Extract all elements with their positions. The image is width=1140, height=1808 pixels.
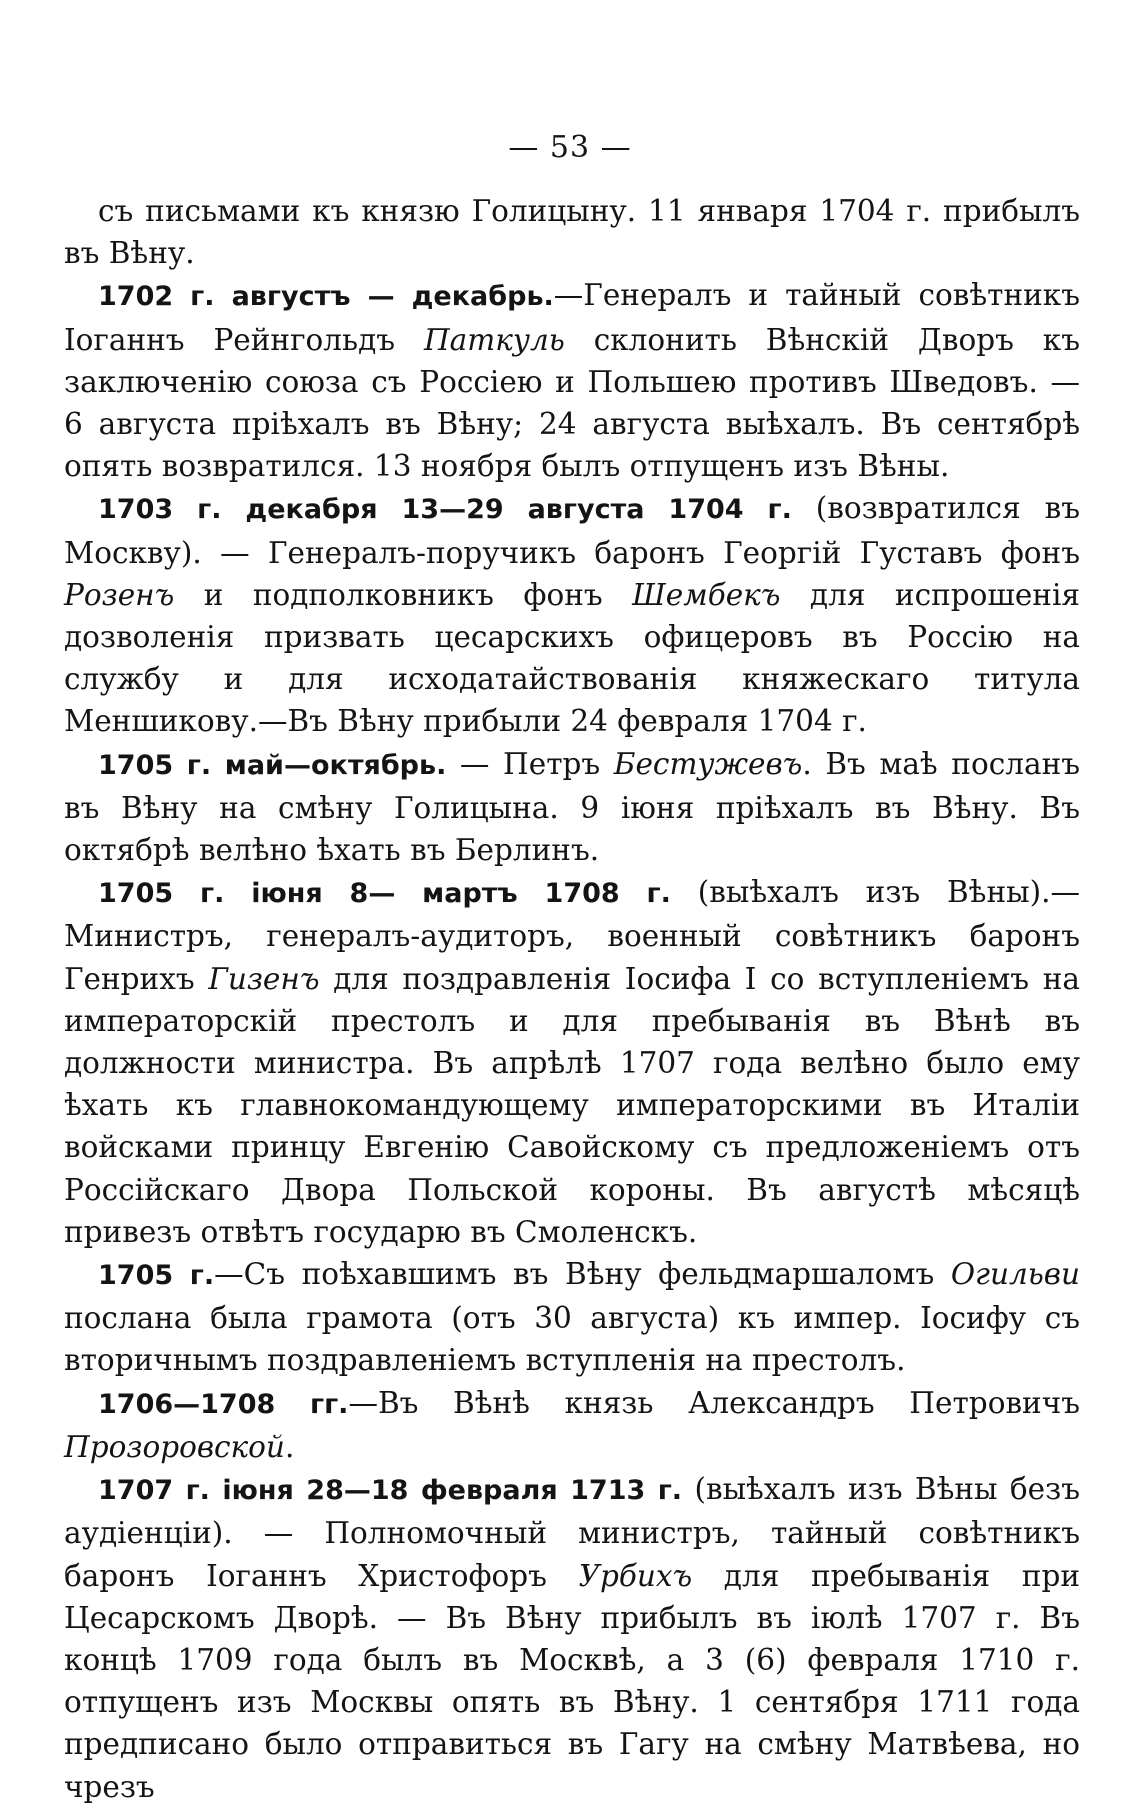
entry-1705-ogilvi: 1705 г.—Съ поѣхавшимъ въ Вѣну фельдмаршаломъ Огильви послана была грамота (отъ 30 августа) къ импер. Іосифу съ вторичнымъ поздравленіемъ вступленія на престолъ. [64, 1257, 1080, 1378]
entry-1707: 1707 г. іюня 28—18 февраля 1713 г. (выѣхалъ изъ Вѣны безъ аудіенціи). — Полномочный министръ, тайный совѣтникъ баронъ Іоганнъ Христофоръ Урбихъ для пребыванія при Цесарскомъ Дворѣ. — Въ Вѣну прибылъ въ іюлѣ 1707 г. Въ концѣ 1709 года былъ въ Москвѣ, а 3 (6) февраля 1710 г. отпущенъ изъ Москвы опять въ Вѣну. 1 сентября 1711 года предписано было отправиться въ Гагу на смѣну Матвѣева, но чрезъ [64, 1472, 1080, 1804]
entry-1702: 1702 г. августъ — декабрь.—Генералъ и тайный совѣтникъ Іоганнъ Рейнгольдъ Паткуль склонить Вѣнскій Дворъ къ заключенію союза съ Россіею и Польшею противъ Шведовъ. — 6 августа пріѣхалъ въ Вѣну; 24 августа выѣхалъ. Въ сентябрѣ опять возвратился. 13 ноября былъ отпущенъ изъ Вѣны. [64, 278, 1080, 484]
entry-date: 1703 г. декабря 13—29 августа 1704 г. [98, 494, 792, 526]
body-text [64, 190, 1080, 1808]
person-name: Урбихъ [578, 1558, 693, 1593]
person-name: Шембекъ [632, 577, 781, 612]
page-number: — 53 — [508, 130, 632, 165]
entry-1705-june: 1705 г. іюня 8— мартъ 1708 г. (выѣхалъ изъ Вѣны).—Министръ, генералъ-аудиторъ, военный совѣтникъ баронъ Генрихъ Гизенъ для поздравленія Іосифа I со вступленіемъ на императорскій престолъ и для пребыванія въ Вѣнѣ въ должности министра. Въ апрѣлѣ 1707 года велѣно было ему ѣхать къ главнокомандующему императорскими въ Италіи войсками принцу Евгенію Савойскому съ предложеніемъ отъ Россійскаго Двора Польской короны. Въ августѣ мѣсяцѣ привезъ отвѣтъ государю въ Смоленскъ. [64, 875, 1080, 1249]
entry-date: 1707 г. іюня 28—18 февраля 1713 г. [98, 1475, 683, 1507]
person-name: Паткуль [423, 322, 565, 357]
entry-date: 1705 г. іюня 8— мартъ 1708 г. [98, 878, 671, 910]
person-name: Бестужевъ [613, 746, 803, 781]
person-name: Огильви [950, 1257, 1080, 1292]
entry-1705-may: 1705 г. май—октябрь. — Петръ Бестужевъ. Въ маѣ посланъ въ Вѣну на смѣну Голицына. 9 іюня пріѣхалъ въ Вѣну. Въ октябрѣ велѣно ѣхать въ Берлинъ. [64, 746, 1080, 868]
person-name: Гизенъ [208, 961, 320, 996]
person-name: Прозоровской [64, 1429, 285, 1464]
entry-1703: 1703 г. декабря 13—29 августа 1704 г. (возвратился въ Москву). — Генералъ-поручикъ баронъ Георгій Густавъ фонъ Розенъ и подполковникъ фонъ Шембекъ для испрошенія дозволенія призвать цесарскихъ офицеровъ въ Россію на службу и для исходатайствованія княжескаго титула Меншикову.—Въ Вѣну прибыли 24 февраля 1704 г. [64, 491, 1080, 739]
entry-date: 1706—1708 гг. [98, 1388, 349, 1420]
entry-date: 1702 г. августъ — декабрь. [98, 281, 554, 313]
entry-date: 1705 г. май—октябрь. [98, 749, 447, 781]
entry-date: 1705 г. [98, 1260, 215, 1292]
person-name: Розенъ [64, 577, 175, 612]
paragraph-continuation: съ письмами къ князю Голицыну. 11 января 1704 г. прибылъ въ Вѣну. [64, 194, 1080, 271]
entry-1706: 1706—1708 гг.—Въ Вѣнѣ князь Александръ Петровичъ Прозоровской. [64, 1385, 1080, 1464]
